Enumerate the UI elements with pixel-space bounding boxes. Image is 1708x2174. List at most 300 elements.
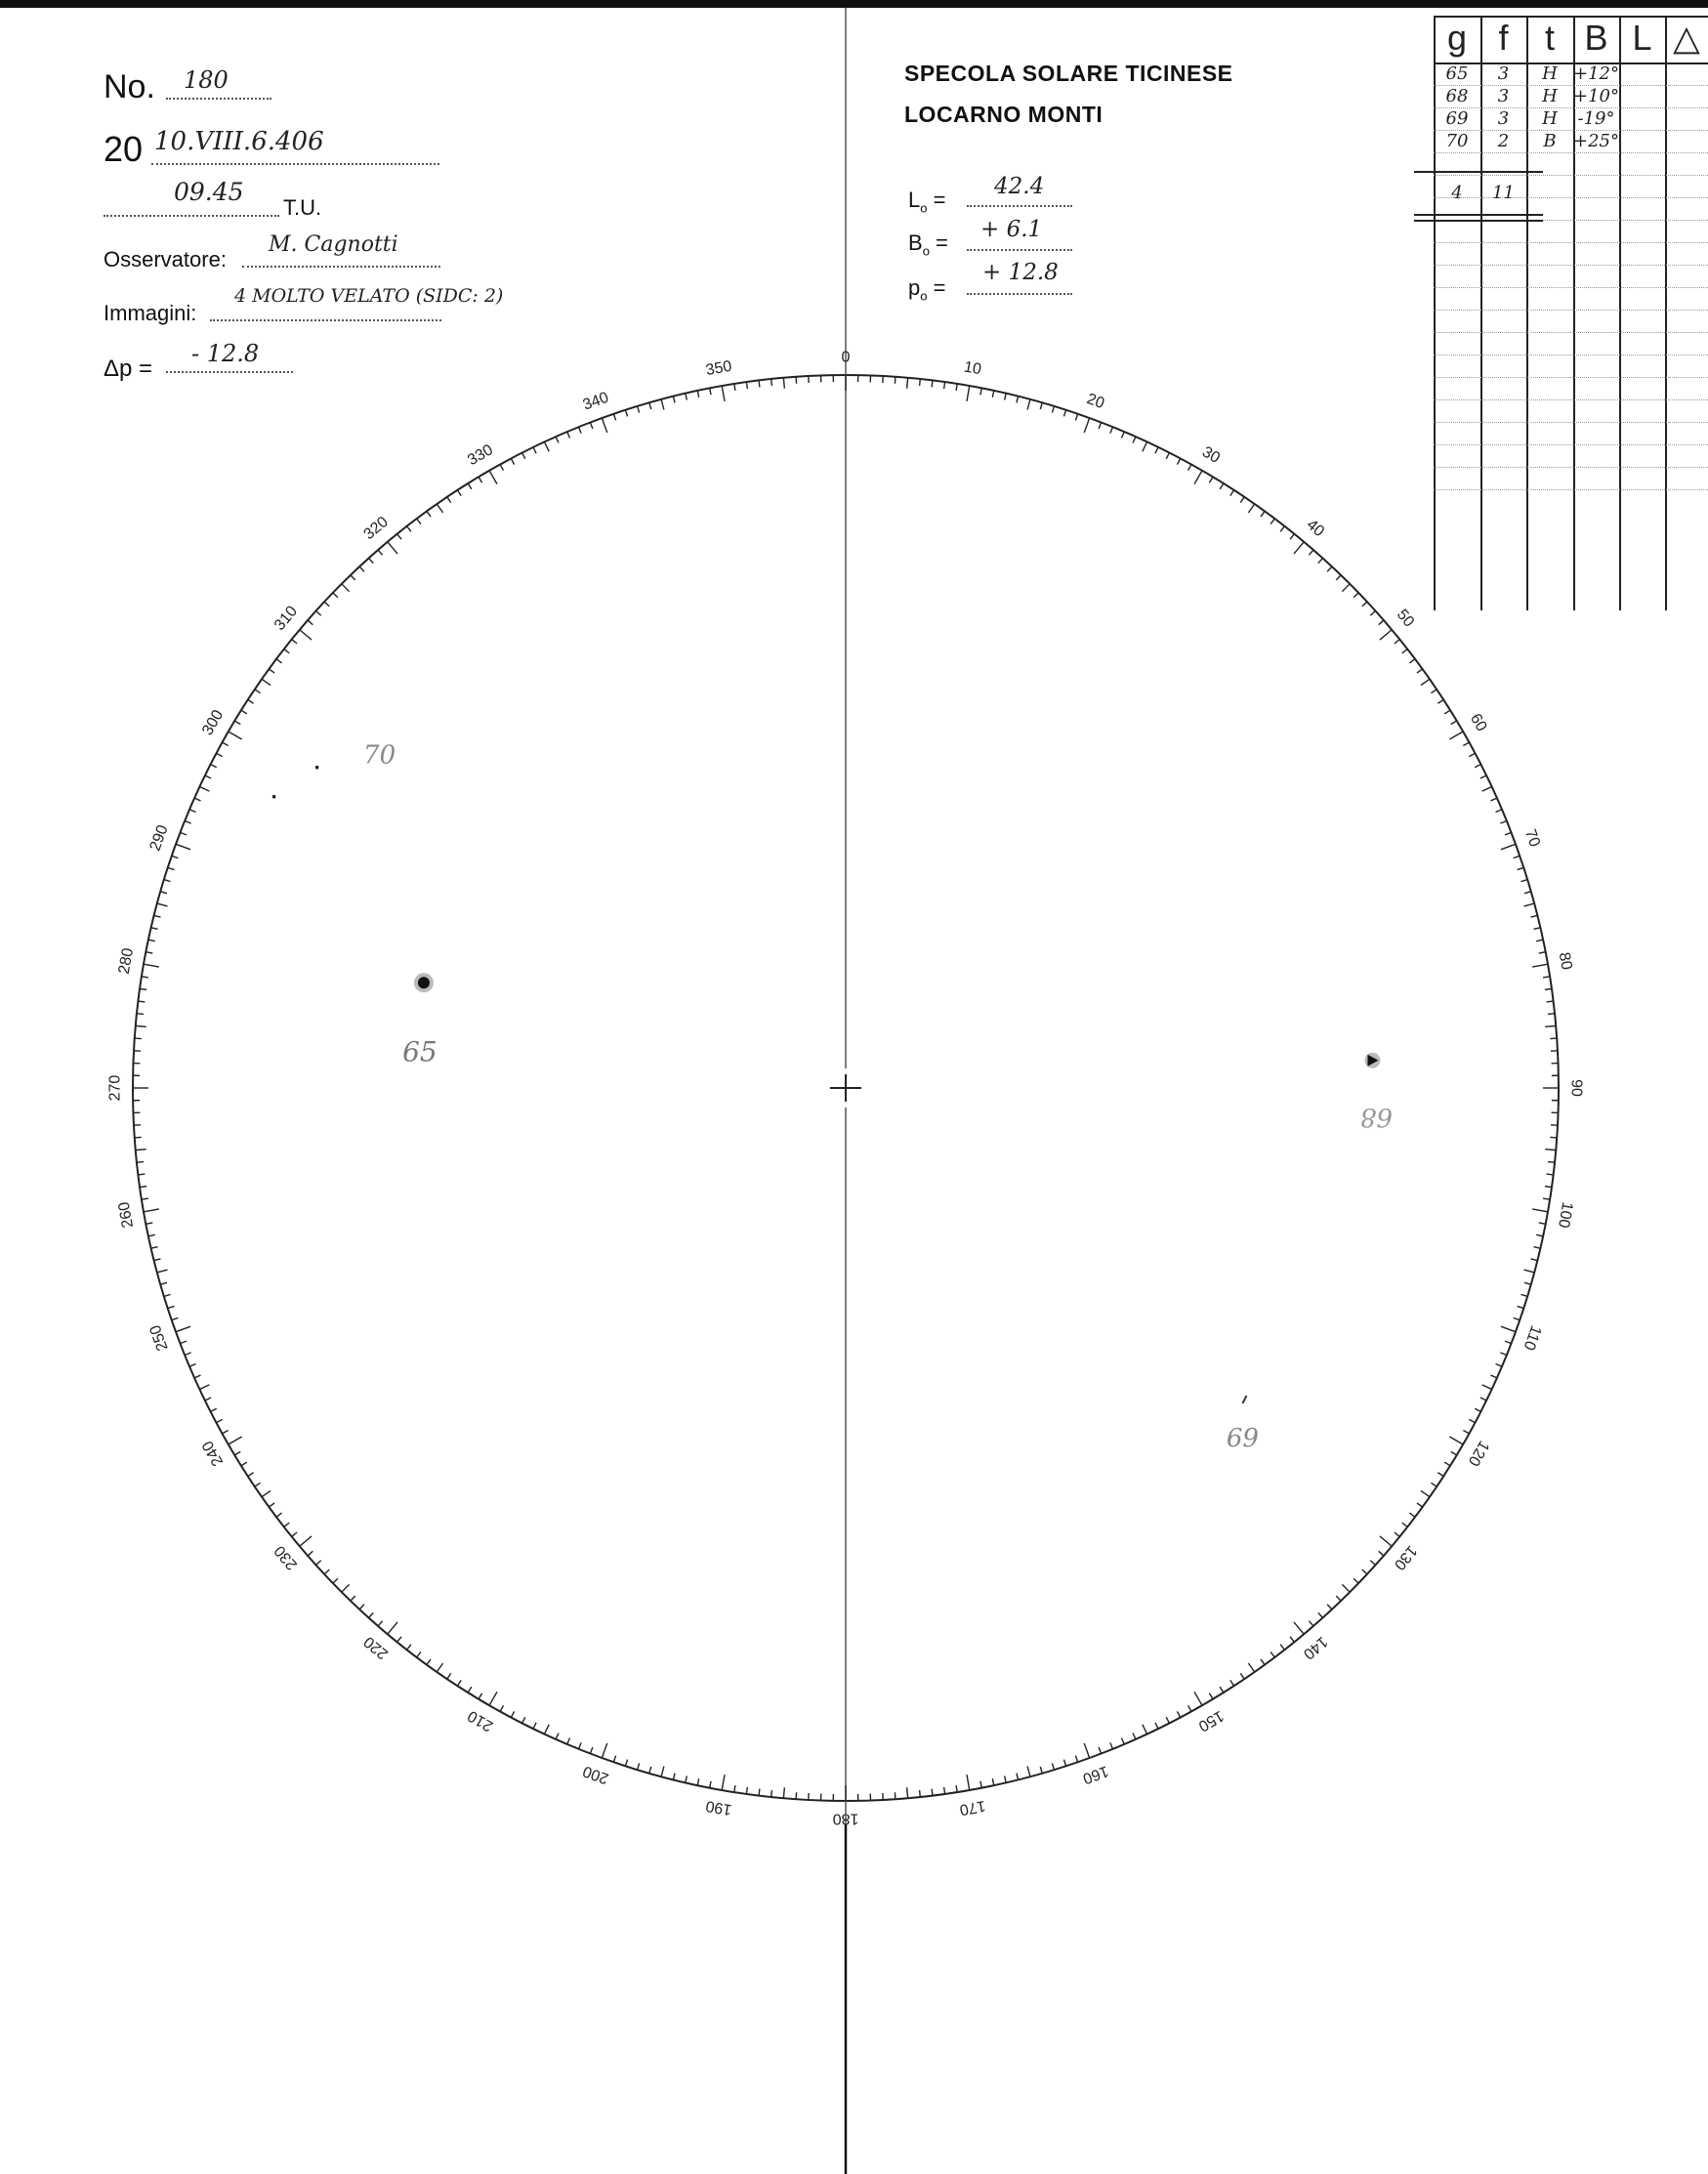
limb-tick: [1380, 630, 1392, 640]
limb-tick: [176, 844, 190, 849]
limb-tick: [1496, 810, 1502, 813]
limb-tick: [734, 384, 735, 391]
limb-tick: [1521, 1294, 1527, 1296]
limb-tick: [1280, 1645, 1284, 1651]
limb-tick: [284, 1523, 290, 1526]
limb-tick: [148, 1234, 155, 1235]
limb-tick: [1354, 1578, 1358, 1583]
limb-tick: [194, 798, 200, 801]
limb-label-130: 130: [1390, 1542, 1421, 1573]
limb-tick: [194, 1375, 200, 1378]
limb-tick: [248, 699, 254, 703]
limb-tick: [324, 602, 329, 606]
limb-tick: [1545, 1187, 1552, 1188]
limb-tick: [579, 1742, 582, 1748]
limb-tick: [407, 1645, 411, 1651]
limb-tick: [956, 1785, 957, 1792]
limb-tick: [292, 1532, 297, 1536]
images-label: Immagini:: [104, 301, 197, 325]
limb-tick: [1545, 988, 1552, 989]
limb-tick: [1463, 1431, 1469, 1434]
limb-tick: [1548, 1162, 1555, 1163]
limb-tick: [479, 1693, 482, 1699]
limb-tick: [1469, 753, 1475, 756]
limb-tick: [388, 542, 397, 554]
limb-tick: [1084, 1743, 1089, 1758]
limb-tick: [333, 1578, 338, 1583]
limb-tick: [697, 391, 698, 397]
limb-tick: [489, 1692, 497, 1705]
limb-tick: [151, 1247, 158, 1249]
limb-tick: [1496, 1363, 1502, 1366]
limb-tick: [1294, 542, 1304, 554]
limb-tick: [1248, 1663, 1254, 1672]
limb-tick: [151, 928, 158, 930]
limb-tick: [262, 679, 271, 685]
table-cell: H: [1542, 108, 1558, 129]
limb-tick: [907, 1787, 908, 1798]
table-cell: H: [1542, 86, 1558, 106]
limb-tick: [255, 1483, 261, 1486]
limb-tick: [308, 1551, 312, 1556]
time-value: 09.45: [174, 178, 244, 206]
limb-tick: [544, 441, 549, 451]
limb-tick: [457, 1680, 461, 1686]
limb-tick: [1402, 649, 1408, 653]
limb-tick: [1318, 1612, 1323, 1617]
limb-tick: [144, 1209, 159, 1212]
number-value: 180: [184, 66, 229, 94]
limb-tick: [944, 1787, 945, 1794]
limb-tick: [1480, 775, 1486, 778]
limb-tick: [216, 1419, 222, 1422]
limb-tick: [199, 786, 209, 791]
limb-tick: [1380, 1536, 1392, 1546]
limb-tick: [447, 1673, 451, 1679]
limb-tick: [369, 559, 374, 564]
limb-tick: [1230, 490, 1234, 496]
limb-tick: [333, 593, 338, 598]
limb-tick: [300, 630, 312, 640]
limb-tick: [1536, 1234, 1543, 1235]
limb-tick: [1261, 1659, 1265, 1665]
limb-tick: [351, 575, 355, 580]
limb-tick: [1543, 1198, 1550, 1199]
limb-label-30: 30: [1199, 443, 1223, 468]
year-prefix: 20: [104, 129, 144, 169]
limb-tick: [1248, 504, 1254, 513]
limb-tick: [1327, 566, 1332, 571]
limb-tick: [1421, 1490, 1430, 1496]
limb-tick: [146, 1223, 152, 1224]
limb-tick: [378, 1621, 383, 1626]
limb-tick: [1532, 964, 1548, 967]
table-header-0: g: [1446, 18, 1468, 58]
limb-tick: [1521, 880, 1527, 882]
limb-tick: [1177, 1711, 1180, 1717]
limb-label-200: 200: [580, 1762, 611, 1787]
limb-label-210: 210: [465, 1706, 496, 1735]
limb-tick: [1500, 821, 1506, 824]
limb-tick: [1271, 1651, 1274, 1657]
table-cell: 3: [1497, 63, 1510, 84]
limb-tick: [1362, 602, 1367, 606]
limb-tick: [1524, 892, 1531, 894]
limb-tick: [1084, 418, 1089, 433]
limb-tick: [457, 490, 461, 496]
spot-group-label-70: 70: [363, 740, 396, 771]
limb-tick: [1475, 765, 1480, 768]
limb-tick: [1342, 1584, 1350, 1592]
limb-tick: [185, 821, 190, 824]
limb-tick: [1027, 1767, 1030, 1777]
limb-tick: [1490, 1375, 1496, 1378]
limb-tick: [1309, 550, 1313, 555]
limb-tick: [229, 732, 242, 739]
limb-tick: [468, 1687, 472, 1693]
limb-tick: [172, 1317, 179, 1319]
limb-tick: [316, 1561, 321, 1566]
limb-tick: [199, 1385, 209, 1390]
spot-group-70-dot-1: [272, 795, 276, 799]
limb-tick: [1271, 519, 1274, 524]
limb-label-140: 140: [1300, 1632, 1331, 1663]
limb-tick: [710, 388, 711, 395]
limb-tick: [489, 471, 497, 484]
limb-tick: [164, 1294, 171, 1296]
table-cell: +10°: [1573, 86, 1619, 106]
limb-tick: [1336, 1596, 1341, 1601]
limb-label-170: 170: [958, 1796, 987, 1819]
limb-tick: [686, 394, 687, 400]
limb-tick: [1539, 952, 1546, 953]
limb-tick: [359, 1605, 364, 1610]
limb-tick: [1533, 928, 1540, 930]
limb-label-260: 260: [115, 1200, 138, 1230]
limb-tick: [160, 892, 167, 894]
limb-tick: [185, 1353, 190, 1356]
limb-label-50: 50: [1393, 606, 1418, 631]
limb-tick: [397, 534, 401, 539]
limb-tick: [144, 964, 159, 967]
limb-tick: [1379, 1551, 1384, 1556]
limb-tick: [468, 483, 472, 489]
table-cell: 3: [1497, 86, 1510, 106]
limb-tick: [316, 611, 321, 616]
limb-tick: [205, 775, 211, 778]
limb-tick: [211, 765, 217, 768]
limb-tick: [255, 690, 261, 693]
limb-label-20: 20: [1084, 391, 1107, 413]
spot-group-70-dot-2: [315, 766, 319, 770]
limb-tick: [500, 1705, 503, 1711]
delta-p-value: - 12.8: [191, 340, 260, 367]
limb-tick: [1444, 1462, 1450, 1466]
limb-tick: [1451, 1451, 1457, 1455]
limb-tick: [1240, 1673, 1244, 1679]
limb-tick: [1005, 394, 1007, 400]
limb-tick: [602, 1743, 606, 1758]
limb-tick: [932, 380, 933, 387]
table-cell: 3: [1497, 108, 1510, 129]
limb-label-320: 320: [360, 513, 392, 544]
limb-tick: [1327, 1605, 1332, 1610]
limb-tick: [164, 880, 171, 882]
limb-tick: [1336, 575, 1341, 580]
limb-tick: [427, 1659, 431, 1665]
limb-tick: [771, 1790, 772, 1797]
limb-tick: [1531, 915, 1538, 917]
limb-tick: [511, 1711, 514, 1717]
limb-tick: [661, 1767, 664, 1777]
limb-label-110: 110: [1520, 1322, 1545, 1353]
table-cell: 68: [1445, 86, 1469, 106]
limb-tick: [613, 414, 615, 421]
b0-value: + 6.1: [980, 217, 1043, 242]
limb-tick: [944, 382, 945, 389]
limb-tick: [417, 1651, 421, 1657]
limb-label-230: 230: [271, 1542, 302, 1573]
limb-tick: [269, 1503, 274, 1507]
limb-label-180: 180: [832, 1810, 859, 1827]
limb-tick: [613, 1756, 615, 1763]
limb-label-0: 0: [841, 349, 851, 366]
limb-tick: [160, 1282, 167, 1284]
limb-tick: [157, 903, 168, 906]
limb-tick: [1040, 1767, 1042, 1774]
limb-tick: [1362, 1569, 1367, 1574]
table-header-5: △: [1673, 18, 1700, 58]
limb-tick: [157, 1270, 168, 1273]
limb-tick: [1533, 1247, 1540, 1249]
limb-tick: [533, 447, 536, 453]
limb-label-340: 340: [580, 389, 611, 414]
limb-tick: [1501, 844, 1516, 849]
limb-tick: [1449, 732, 1463, 739]
limb-tick: [1110, 1742, 1113, 1748]
limb-tick: [1290, 1637, 1294, 1642]
limb-tick: [625, 1760, 627, 1767]
delta-p-label: Δp =: [104, 355, 153, 382]
limb-label-120: 120: [1464, 1438, 1492, 1469]
limb-tick: [1431, 690, 1437, 693]
limb-tick: [710, 1781, 711, 1788]
limb-label-10: 10: [962, 358, 983, 379]
limb-tick: [980, 1781, 981, 1788]
limb-tick: [722, 386, 725, 401]
limb-tick: [746, 382, 747, 389]
limb-tick: [1379, 620, 1384, 625]
limb-tick: [1017, 1774, 1019, 1780]
limb-tick: [1075, 1756, 1077, 1763]
limb-tick: [1342, 584, 1350, 592]
limb-tick: [1444, 710, 1450, 714]
limb-tick: [234, 1451, 240, 1455]
limb-tick: [1437, 699, 1443, 703]
limb-tick: [241, 710, 247, 714]
limb-tick: [1017, 397, 1019, 403]
limb-tick: [1155, 1723, 1158, 1729]
limb-tick: [1409, 1513, 1415, 1517]
limb-tick: [783, 378, 784, 389]
limb-tick: [920, 1790, 921, 1797]
table-cell: 70: [1445, 131, 1469, 151]
spot-group-label-68: 68: [1359, 1102, 1394, 1132]
spot-group-label-69: 69: [1226, 1424, 1259, 1454]
limb-tick: [1548, 1014, 1555, 1015]
limb-tick: [148, 940, 155, 941]
limb-tick: [324, 1569, 329, 1574]
limb-tick: [1409, 659, 1415, 663]
date-value: 10.VIII.6.406: [154, 127, 324, 156]
limb-tick: [1220, 483, 1224, 489]
limb-tick: [673, 1774, 675, 1780]
limb-tick: [500, 465, 503, 471]
limb-tick: [216, 753, 222, 756]
limb-tick: [229, 1437, 242, 1444]
limb-tick: [427, 511, 431, 517]
limb-tick: [1099, 422, 1102, 429]
limb-tick: [1524, 1282, 1531, 1284]
limb-tick: [300, 1536, 312, 1546]
limb-tick: [920, 379, 921, 386]
limb-tick: [556, 437, 559, 442]
limb-tick: [1220, 1687, 1224, 1693]
limb-tick: [447, 497, 451, 503]
limb-tick: [1290, 534, 1294, 539]
table-cell: H: [1542, 63, 1558, 84]
spot-group-label-65: 65: [402, 1035, 437, 1068]
limb-tick: [992, 391, 993, 397]
limb-tick: [1395, 640, 1399, 644]
limb-tick: [1143, 1725, 1147, 1735]
limb-tick: [1027, 399, 1030, 410]
limb-tick: [980, 388, 981, 395]
limb-tick: [1309, 1621, 1313, 1626]
limb-tick: [137, 1162, 144, 1163]
limb-label-310: 310: [271, 603, 302, 634]
spot-group-65-umbra: [418, 977, 430, 988]
limb-tick: [734, 1785, 735, 1792]
limb-tick: [138, 1174, 145, 1175]
limb-tick: [1437, 1473, 1443, 1477]
limb-tick: [1194, 1692, 1202, 1705]
limb-tick: [342, 1584, 350, 1592]
limb-tick: [1166, 1717, 1169, 1723]
limb-tick: [1532, 1209, 1548, 1212]
table-total-cell: 4: [1451, 183, 1463, 203]
limb-tick: [1500, 1353, 1506, 1356]
limb-tick: [602, 418, 606, 433]
limb-tick: [533, 1723, 536, 1729]
limb-tick: [1482, 786, 1492, 791]
table-header-4: L: [1632, 18, 1652, 58]
limb-label-100: 100: [1554, 1200, 1576, 1230]
limb-tick: [146, 952, 152, 953]
limb-tick: [1063, 410, 1065, 417]
limb-tick: [142, 1198, 148, 1199]
table-header-3: B: [1584, 18, 1608, 58]
limb-tick: [1230, 1680, 1234, 1686]
limb-tick: [907, 378, 908, 389]
limb-tick: [1194, 471, 1202, 484]
limb-tick: [1417, 669, 1423, 673]
limb-tick: [511, 458, 514, 464]
limb-tick: [397, 1637, 401, 1642]
limb-tick: [1451, 721, 1457, 725]
limb-tick: [437, 504, 442, 513]
limb-tick: [579, 427, 582, 433]
table-header-1: f: [1498, 18, 1509, 58]
table-cell: +12°: [1573, 63, 1619, 84]
limb-tick: [1166, 453, 1169, 459]
limb-tick: [137, 1014, 144, 1015]
limb-tick: [1547, 1001, 1554, 1002]
limb-tick: [140, 988, 146, 989]
limb-tick: [1188, 465, 1191, 471]
limb-tick: [1545, 1025, 1556, 1026]
limb-tick: [223, 742, 229, 745]
limb-label-40: 40: [1303, 516, 1328, 541]
limb-label-60: 60: [1466, 711, 1490, 734]
limb-tick: [556, 1733, 559, 1738]
limb-tick: [649, 1767, 651, 1774]
limb-tick: [590, 1747, 593, 1754]
limb-tick: [388, 1622, 397, 1634]
limb-tick: [1354, 593, 1358, 598]
limb-tick: [625, 410, 627, 417]
limb-tick: [1536, 940, 1543, 941]
observatory-location: LOCARNO MONTI: [904, 102, 1104, 127]
limb-tick: [1155, 447, 1158, 453]
limb-label-190: 190: [704, 1796, 733, 1819]
limb-label-300: 300: [199, 707, 228, 738]
limb-tick: [1490, 798, 1496, 801]
l0-label: $L_o$ =: [908, 188, 946, 216]
limb-tick: [1040, 402, 1042, 409]
limb-tick: [1514, 856, 1521, 857]
limb-tick: [1431, 1483, 1437, 1486]
limb-tick: [1005, 1776, 1007, 1782]
observer-label: Osservatore:: [104, 247, 227, 272]
limb-tick: [1370, 611, 1375, 616]
limb-tick: [1402, 1523, 1408, 1526]
limb-tick: [1395, 1532, 1399, 1536]
table-cell: B: [1543, 131, 1557, 151]
spot-group-69-mark: [1242, 1396, 1246, 1403]
limb-tick: [138, 1001, 145, 1002]
limb-tick: [1318, 559, 1323, 564]
limb-tick: [522, 453, 525, 459]
limb-tick: [1501, 1326, 1516, 1331]
limb-tick: [1121, 432, 1124, 438]
table-cell: 69: [1445, 108, 1469, 129]
limb-tick: [1209, 477, 1213, 482]
limb-tick: [1449, 1437, 1463, 1444]
limb-tick: [771, 379, 772, 386]
limb-tick: [180, 832, 187, 835]
limb-tick: [1280, 526, 1284, 532]
limb-tick: [1531, 1259, 1538, 1261]
limb-tick: [956, 384, 957, 391]
limb-tick: [1370, 1561, 1375, 1566]
limb-tick: [1133, 437, 1136, 442]
limb-tick: [234, 721, 240, 725]
limb-tick: [567, 432, 570, 438]
limb-tick: [1209, 1693, 1213, 1699]
table-cell: 65: [1445, 63, 1469, 84]
limb-tick: [1240, 497, 1244, 503]
